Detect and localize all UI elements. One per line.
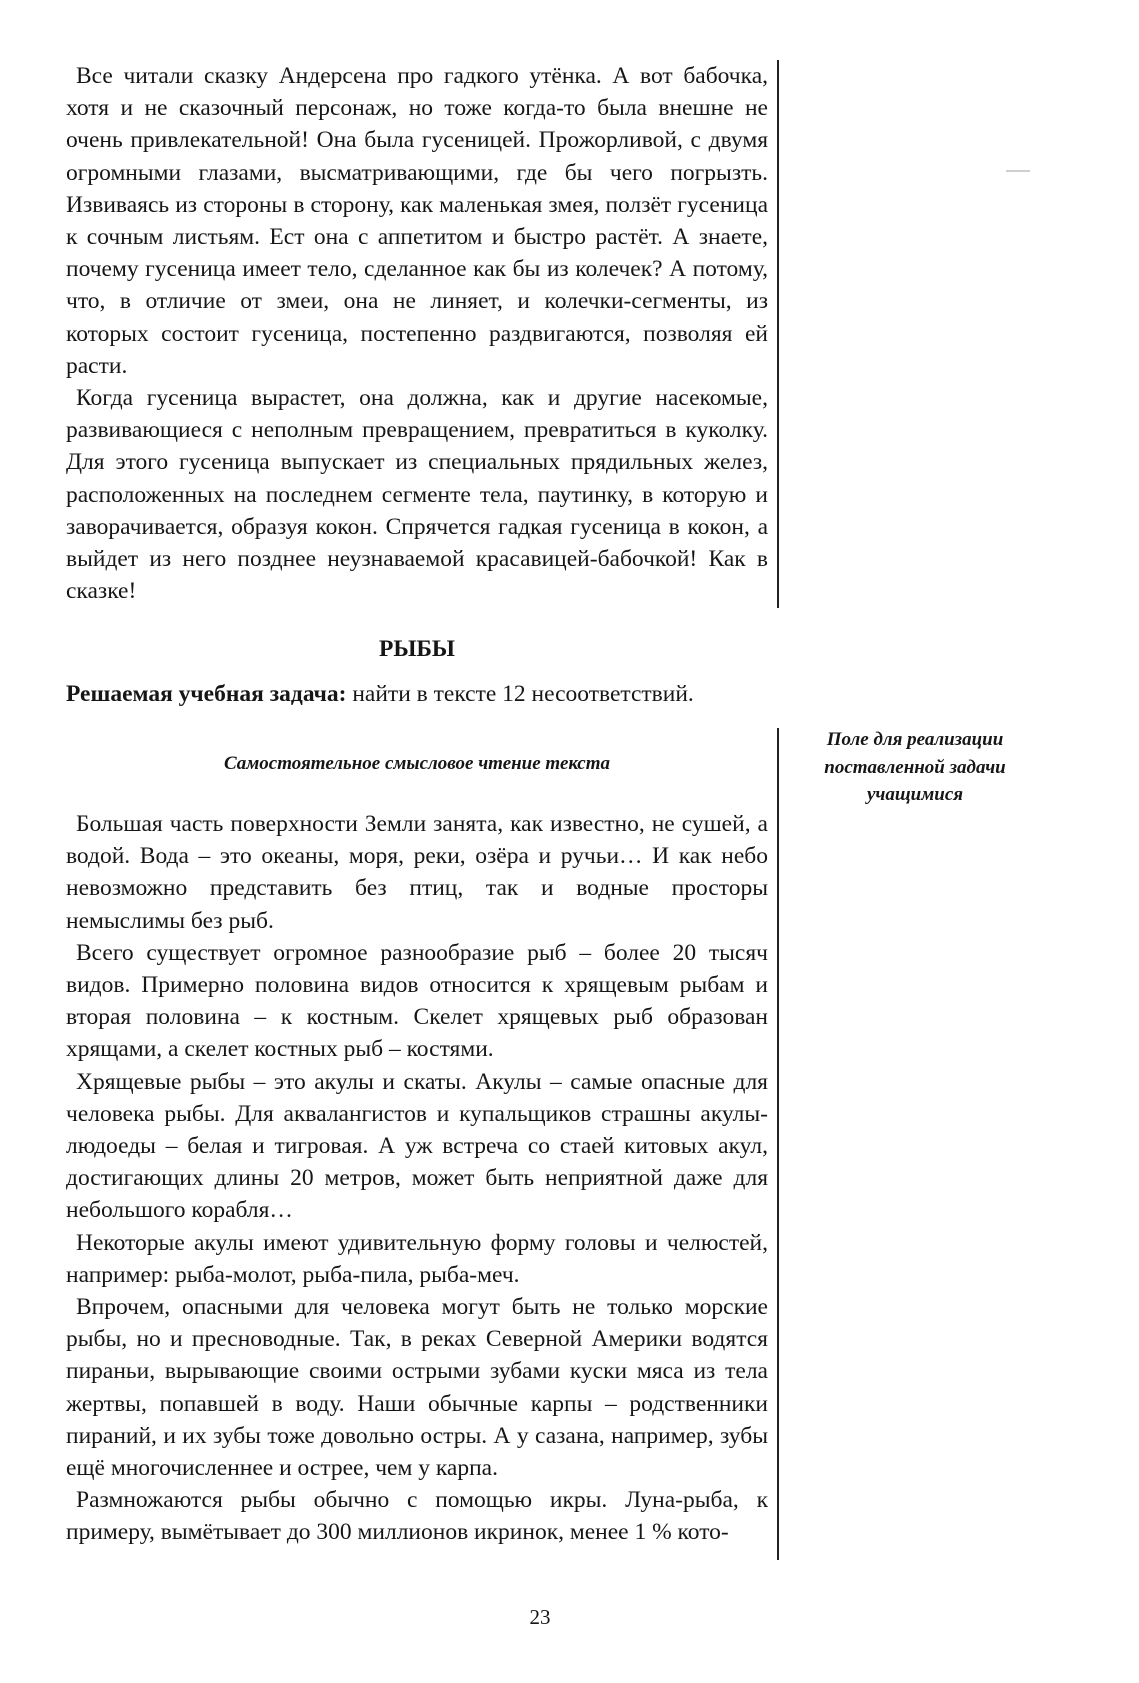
- reading-subheading: Самостоятельное смысловое чтение текста: [223, 753, 611, 774]
- paragraph: Всего существует огромное разнообразие рыб – более 20 тысяч видов. Примерно половина видов относится к хрящевым рыбам и вторая половина – к костным. Скелет хрящевых рыб образован хрящами, а скелет костных рыб – костями.: [66, 939, 768, 1063]
- margin-rule-top: [777, 60, 779, 608]
- scan-artifact: [1006, 170, 1030, 172]
- paragraph: Все читали сказку Андерсена про гадкого утёнка. А вот бабочка, хотя и не сказочный персонаж, но тоже когда-то была внешне не очень привлекательной! Она была гусеницей. Прожорливой, с двумя огромными глазами, высматривающими, где бы чего погрызть. Извиваясь из стороны в сторону, как маленькая змея, ползёт гусеница к сочным листьям. Ест она с аппетитом и быстро растёт. А знаете, почему гусеница имеет тело, сделанное как бы из колечек? А потому, что, в отличие от змеи, она не линяет, и колечки-сегменты, из которых состоит гусеница, постепенно раздвигаются, позволяя ей расти.: [66, 63, 768, 379]
- margin-rule-bottom: [777, 728, 779, 1560]
- paragraph: Размножаются рыбы обычно с помощью икры. Луна-рыба, к примеру, вымётывает до 300 миллионов икринок, менее 1 % кото-: [66, 1487, 768, 1546]
- paragraph: Впрочем, опасными для человека могут быть не только морские рыбы, но и пресноводные. Так, в реках Северной Америки водятся пираньи, вырывающие своими острыми зубами куски мяса из тела жертвы, попавшей в воду. Наши обычные карпы – родственники пираний, и их зубы тоже довольно остры. А у сазана, например, зубы ещё многочисленнее и острее, чем у карпа.: [66, 1294, 768, 1482]
- page-number: 23: [529, 1605, 551, 1629]
- learning-task-text: найти в тексте 12 несоответствий.: [346, 681, 694, 707]
- learning-task: [66, 681, 786, 708]
- side-field-note: Поле для реализации поставленной задачи учащимися: [824, 729, 1006, 805]
- paragraph: Когда гусеница вырастет, она должна, как и другие насекомые, развивающиеся с неполным превращением, превратиться в куколку. Для этого гусеница выпускает из специальных прядильных желез, расположенных на последнем сегменте тела, паутинку, в которую и заворачивается, образуя кокон. Спрячется гадкая гусеница в кокон, а выйдет из него позднее неузнаваемой красавицей-бабочкой! Как в сказке!: [66, 385, 768, 605]
- section-heading: РЫБЫ: [378, 636, 456, 662]
- paragraph: Хрящевые рыбы – это акулы и скаты. Акулы – самые опасные для человека рыбы. Для аквалангистов и купальщиков страшны акулы-людоеды – белая и тигровая. А уж встреча со стаей китовых акул, достигающих длины 20 метров, может быть неприятной даже для небольшого корабля…: [66, 1068, 768, 1224]
- paragraph: Некоторые акулы имеют удивительную форму головы и челюстей, например: рыба-молот, рыба-пила, рыба-меч.: [66, 1229, 768, 1288]
- fish-text: [66, 808, 768, 1549]
- paragraph: Большая часть поверхности Земли занята, как известно, не сушей, а водой. Вода – это океаны, моря, реки, озёра и ручьи… И как небо невозможно представить без птиц, так и водные просторы немыслимы без рыб.: [66, 811, 768, 934]
- story-text-top: [66, 60, 768, 607]
- learning-task-label: Решаемая учебная задача:: [66, 681, 347, 707]
